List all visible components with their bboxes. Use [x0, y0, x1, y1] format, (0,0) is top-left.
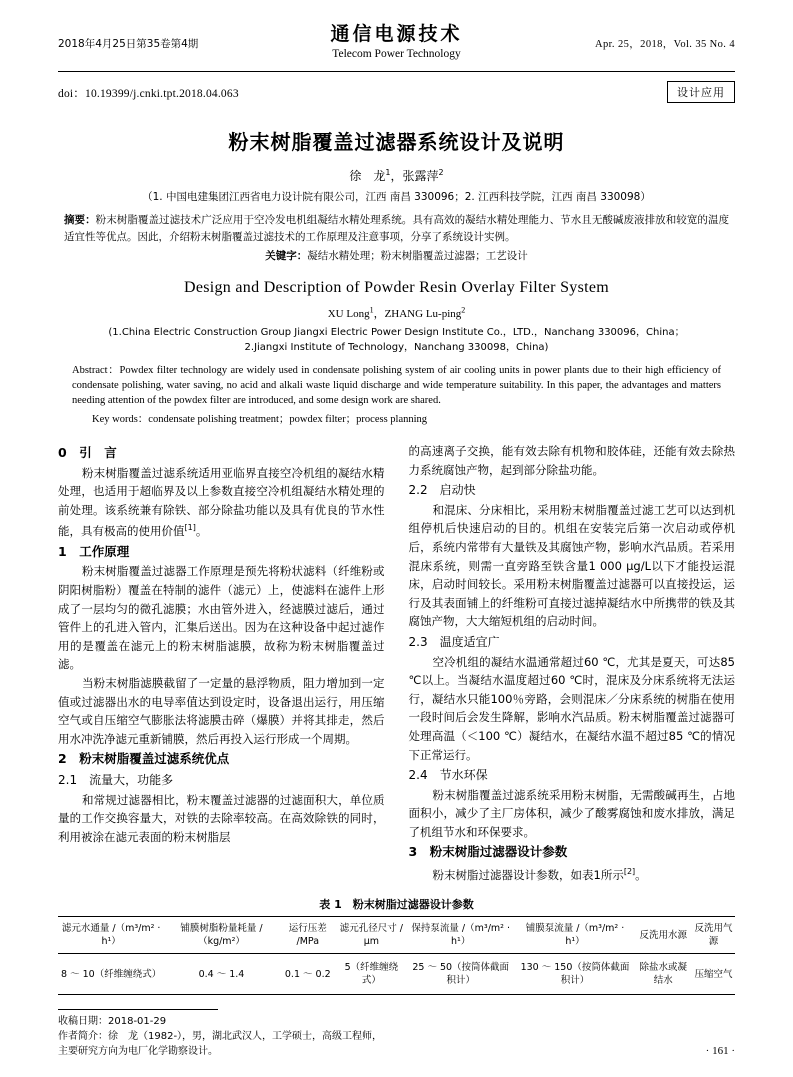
left-column — [58, 442, 385, 884]
author-1-en-marker: 1 — [369, 305, 374, 315]
table-cell: 0.4 ～ 1.4 — [164, 954, 278, 995]
body-columns — [58, 442, 735, 884]
continued-paragraph: 的高速离子交换，能有效去除有机物和胶体硅，还能有效去除热力系统腐蚀产物，起到部分除盐功能。 — [408, 444, 735, 477]
table-col-header: 滤元水通量 /（m³/m² · h¹） — [58, 917, 164, 954]
page-title-cn: 粉末树脂覆盖过滤器系统设计及说明 — [228, 130, 565, 154]
section-heading-2-3: 2.3 温度适宜广 — [408, 634, 500, 649]
table-cell: 5（纤维缠绕式） — [337, 954, 406, 995]
category-badge: 设计应用 — [667, 81, 735, 103]
section-heading-2: 2 粉末树脂覆盖过滤系统优点 — [58, 751, 230, 767]
table-body — [58, 954, 735, 995]
section-heading-3: 3 粉末树脂过滤器设计参数 — [408, 844, 568, 860]
table-row — [58, 954, 735, 995]
table-cell: 除盐水或凝结水 — [634, 954, 692, 995]
table-col-header: 反洗用气源 — [692, 917, 735, 954]
author-1-en: XU Long — [327, 308, 370, 320]
affiliations-en — [58, 325, 735, 355]
affiliations-cn: （1. 中国电建集团江西省电力设计院有限公司，江西 南昌 330096；2. 江西科技学院，江西 南昌 330098） — [142, 191, 651, 203]
received-date: 收稿日期：2018-01-29 — [58, 1016, 167, 1027]
abstract-en — [72, 363, 721, 408]
section-3-paragraph-1 — [409, 863, 736, 884]
design-parameters-table — [58, 916, 735, 995]
page-number: · 161 · — [705, 1045, 735, 1057]
section-heading-2-4: 2.4 节水环保 — [408, 768, 488, 783]
header-divider — [58, 71, 735, 72]
section-0-text-end: 。 — [195, 524, 208, 539]
issue-info-left: 2018年4月25日第35卷第4期 — [58, 38, 199, 50]
section-1-paragraph-1: 粉末树脂覆盖过滤器工作原理是预先将粉状滤料（纤维粉或阴阳树脂粉）覆盖在特制的滤件（滤元）上，使滤料在滤件上形成了一层均匀的微孔滤膜；水由管外进入，经滤膜过滤后，通过管件上的孔进入管内，汇集后送出。因为在这种设备中起过滤作用的是覆盖在滤元上的粉末树脂滤膜，故称为粉末树脂覆盖过滤。 — [58, 564, 385, 672]
abstract-en-label: Abstract： — [72, 365, 120, 376]
author-1-cn: 徐 龙 — [349, 169, 386, 183]
table-head — [58, 917, 735, 954]
section-heading-2-1: 2.1 流量大，功能多 — [58, 772, 174, 787]
abstract-cn — [64, 212, 729, 246]
table-col-header: 保持泵流量 /（m³/m² · h¹） — [406, 917, 516, 954]
table-col-header: 铺膜树脂粉量耗量 /（kg/m²） — [164, 917, 278, 954]
keywords-cn — [64, 248, 729, 265]
author-1-affil-marker: 1 — [385, 168, 391, 177]
journal-title-en: Telecom Power Technology — [332, 48, 461, 60]
table-col-header: 反洗用水源 — [634, 917, 692, 954]
section-2-2-paragraph-1: 和混床、分床相比，采用粉末树脂覆盖过滤工艺可以达到机组停机后快速启动的目的。机组在安装完后第一次启动或停机后，系统内常带有大量铁及其腐蚀产物，影响水汽品质。若采用混床系统，则需一直旁路至铁含量1 000 μg/L以下才能投运混床，启动时间较长。采用粉末树脂覆盖过滤器可以直接投运，运行及其表面铺上的纤维粉可直接过滤掉凝结水中所携带的铁及其腐蚀产物，大大缩短机组的启动时间。 — [408, 502, 735, 629]
author-2-en-marker: 2 — [461, 305, 466, 315]
section-0-text: 粉末树脂覆盖过滤系统适用亚临界直接空冷机组的凝结水精处理，也适用于超临界及以上参数直接空冷机组凝结水精处理的前处理。该系统兼有除铁、部分除盐功能以及具有优良的节水性能，具有极高的使用价值 — [58, 465, 385, 539]
author-bio: 作者简介：徐 龙（1982-），男，湖北武汉人，工学硕士，高级工程师，主要研究方向为电厂化学勘察设计。 — [58, 1031, 383, 1057]
journal-title-cn: 通信电源技术 — [330, 23, 463, 45]
issue-info-right: Apr. 25，2018，Vol. 35 No. 4 — [594, 39, 735, 50]
table-cell: 25 ～ 50（按筒体截面积计） — [406, 954, 516, 995]
table-header-row — [58, 917, 735, 954]
abstract-cn-text: 粉末树脂覆盖过滤技术广泛应用于空冷发电机组凝结水精处理系统。具有高效的凝结水精处理能力、节水且无酸碱废液排放和较宽的温度适宜性等优点。因此，介绍粉末树脂覆盖过滤技术的工作原理及注意事项，分享了系统设计实例。 — [64, 214, 729, 243]
section-0-paragraph-1 — [58, 464, 385, 541]
running-head — [58, 22, 735, 68]
table-cell: 压缩空气 — [692, 954, 735, 995]
affiliation-en-1: (1.China Electric Construction Group Jiangxi Electric Power Design Institute Co.，LTD.，Nanchang 330096，China； — [108, 327, 685, 338]
section-2-3-paragraph-1: 空冷机组的凝结水温通常超过60 ℃，尤其是夏天，可达85 ℃以上。当凝结水温度超过60 ℃时，混床及分床系统将无法运行，凝结水只能100％旁路，会则混床／分床系统的树脂在使用一段时间后会发生降解，影响水汽品质。粉末树脂覆盖过滤器可处理高温（＜100 ℃）凝结水，在凝结水温不超过85 ℃的情况下正常运行。 — [408, 654, 735, 762]
author-2-en: ，ZHANG Lu-ping — [373, 308, 462, 320]
table-cell: 8 ～ 10（纤维缠绕式） — [58, 954, 164, 995]
affiliation-en-2: 2.Jiangxi Institute of Technology，Nanchang 330098，China) — [244, 342, 549, 353]
keywords-cn-label: 关键字： — [265, 250, 308, 262]
table-col-header: 滤元孔径尺寸 /μm — [337, 917, 406, 954]
author-2-affil-marker: 2 — [438, 168, 444, 177]
keywords-cn-text: 凝结水精处理；粉末树脂覆盖过滤器；工艺设计 — [307, 250, 528, 262]
section-heading-1: 1 工作原理 — [58, 543, 130, 559]
table-cell: 130 ～ 150（按筒体截面积计） — [516, 954, 635, 995]
page-title-en: Design and Description of Powder Resin Overlay Filter System — [183, 279, 610, 296]
section-1-paragraph-2: 当粉末树脂滤膜截留了一定量的悬浮物质，阻力增加到一定值或过滤器出水的电导率值达到设定时，设备退出运行，用压缩空气或自压缩空气膨胀法将滤膜击碎（爆膜）并将其排走，然后用水冲洗净滤元重新铺膜，然后再投入运行形成一个周期。 — [58, 675, 385, 746]
table-col-header: 铺膜泵流量 /（m³/m² · h¹） — [516, 917, 635, 954]
citation-ref-2: [2] — [623, 867, 636, 877]
footnote-divider — [58, 1009, 218, 1010]
citation-ref-1: [1] — [184, 523, 196, 533]
section-2-4-paragraph-1: 粉末树脂覆盖过滤系统采用粉末树脂，无需酸碱再生，占地面积小，减少了主厂房体积，减少了酸雾腐蚀和废水排放，满足了机组节水和环保要求。 — [408, 787, 735, 839]
keywords-en: Key words：condensate polishing treatment；powdex filter；process planning — [92, 414, 428, 425]
doi-text: doi：10.19399/j.cnki.tpt.2018.04.063 — [58, 88, 239, 100]
design-parameters-table-wrap — [58, 896, 735, 995]
authors-en — [58, 305, 735, 321]
section-heading-0: 0 引 言 — [58, 445, 117, 460]
table-caption: 表 1 粉末树脂过滤器设计参数 — [319, 898, 474, 912]
right-column — [409, 442, 736, 884]
table-cell: 0.1 ～ 0.2 — [279, 954, 337, 995]
authors-cn — [58, 167, 735, 184]
section-2-1-paragraph-1: 和常规过滤器相比，粉末覆盖过滤器的过滤面积大，单位质量的工作交换容量大，对铁的去除率较高。在高效除铁的同时，利用被涂在滤元表面的粉末树脂层 — [58, 792, 385, 844]
abstract-cn-label: 摘要： — [64, 214, 96, 226]
section-3-text-end: 。 — [635, 867, 647, 882]
section-heading-2-2: 2.2 启动快 — [408, 483, 476, 498]
abstract-en-text: Powdex filter technology are widely used in condensate polishing system of air cooling units in power plants due to their high efficiency of condensate polishing, water saving, no acid and alkali waste liquid discharge and wide temperature suitability. In this paper, the advantages and matters needing attention of the powdex filter are introduced, and some design work are shared. — [72, 365, 721, 406]
table-col-header: 运行压差 /MPa — [279, 917, 337, 954]
footnote-block — [58, 999, 388, 1059]
section-3-text: 粉末树脂过滤器设计参数，如表1所示 — [432, 867, 624, 882]
doi-row — [58, 84, 735, 108]
author-2-cn: ，张露萍 — [390, 169, 439, 183]
